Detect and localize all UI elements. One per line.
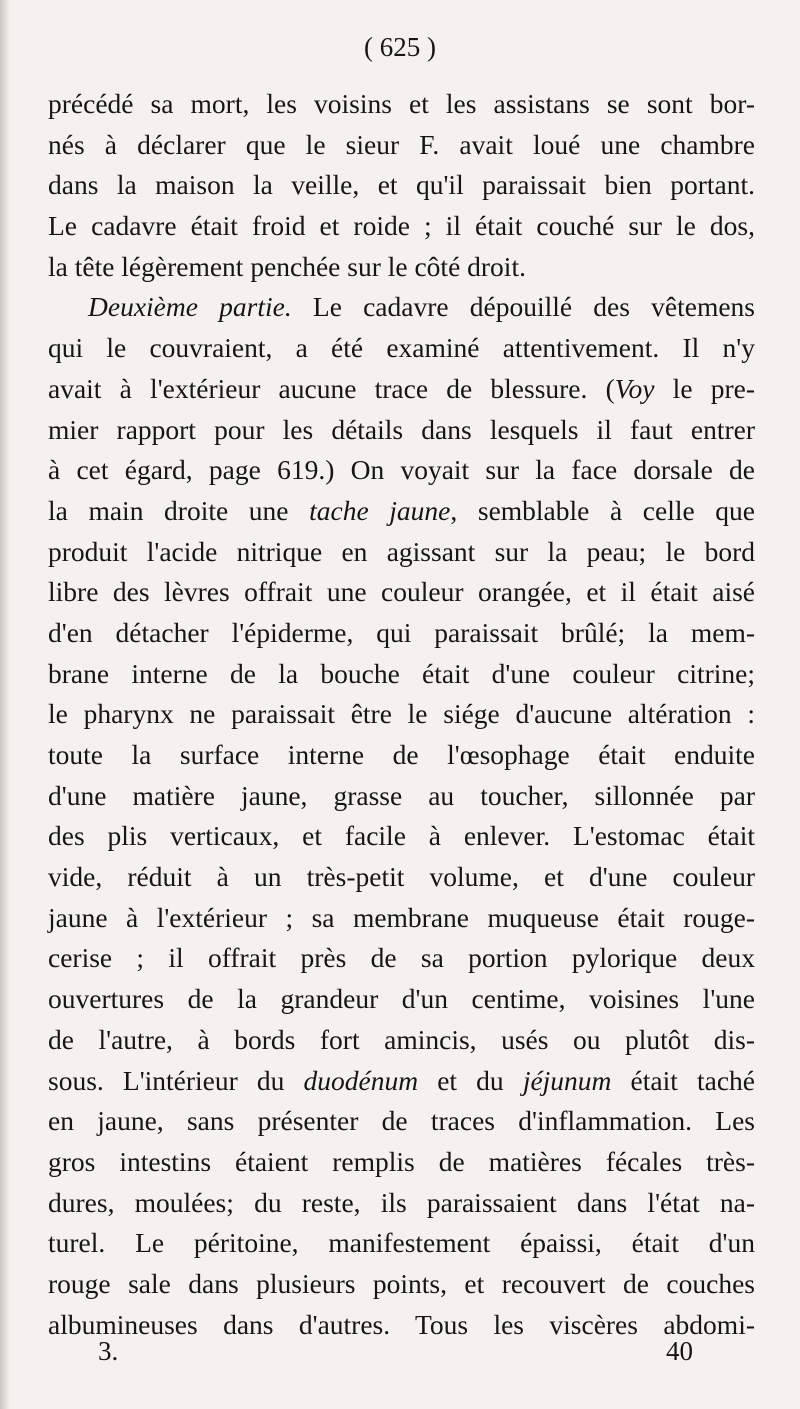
text-line: mier rapport pour les détails dans lesquels il faut entrer bbox=[48, 413, 755, 445]
text-line: avait à l'extérieur aucune trace de blessure. (Voy le pre- bbox=[48, 372, 756, 404]
text-line: d'une matière jaune, grasse au toucher, sillonnée par bbox=[48, 779, 755, 811]
text-line: gros intestins étaient remplis de matières fécales très- bbox=[48, 1145, 755, 1177]
text-line: libre des lèvres offrait une couleur orangée, et il était aisé bbox=[48, 576, 755, 608]
text-line: Deuxième partie. Le cadavre dépouillé des vêtemens bbox=[88, 291, 756, 323]
text-line: la tête légèrement penchée sur le côté droit. bbox=[48, 250, 526, 282]
text-line: cerise ; il offrait près de sa portion pylorique deux bbox=[48, 942, 755, 974]
text-line: précédé sa mort, les voisins et les assistans se sont bor- bbox=[48, 88, 755, 119]
text-line: nés à déclarer que le sieur F. avait loué une chambre bbox=[48, 128, 755, 160]
page-number: ( 625 ) bbox=[364, 32, 436, 62]
body-text bbox=[48, 84, 755, 1345]
text-line: vide, réduit à un très-petit volume, et d'une couleur bbox=[48, 861, 755, 893]
text-line: des plis verticaux, et facile à enlever. L'estomac était bbox=[48, 820, 755, 852]
text-line: ouvertures de la grandeur d'un centime, voisines l'une bbox=[48, 983, 755, 1015]
text-line: de l'autre, à bords fort amincis, usés ou plutôt dis- bbox=[48, 1023, 755, 1055]
text-line: produit l'acide nitrique en agissant sur la peau; le bord bbox=[48, 535, 755, 567]
page-edge-shadow bbox=[0, 0, 10, 1409]
folio-number: 40 bbox=[666, 1336, 693, 1366]
text-line: d'en détacher l'épiderme, qui paraissait brûlé; la mem- bbox=[48, 616, 755, 648]
text-line: dans la maison la veille, et qu'il paraissait bien portant. bbox=[48, 169, 755, 201]
text-line: brane interne de la bouche était d'une couleur citrine; bbox=[48, 657, 755, 689]
text-line: qui le couvraient, a été examiné attentivement. Il n'y bbox=[48, 332, 755, 364]
text-line: le pharynx ne paraissait être le siége d'aucune altération : bbox=[48, 698, 755, 730]
signature-mark: 3. bbox=[98, 1336, 119, 1366]
text-line: turel. Le péritoine, manifestement épaissi, était d'un bbox=[48, 1227, 755, 1259]
text-line: rouge sale dans plusieurs points, et recouvert de couches bbox=[48, 1267, 755, 1299]
text-line: la main droite une tache jaune, semblable à celle que bbox=[48, 494, 755, 526]
text-line: sous. L'intérieur du duodénum et du jéjunum était taché bbox=[48, 1064, 755, 1096]
text-line: en jaune, sans présenter de traces d'inflammation. Les bbox=[48, 1105, 755, 1137]
text-line: Le cadavre était froid et roide ; il était couché sur le dos, bbox=[48, 210, 755, 242]
text-line: toute la surface interne de l'œsophage était enduite bbox=[48, 739, 755, 770]
page-footer bbox=[0, 1336, 800, 1376]
text-line: dures, moulées; du reste, ils paraissaient dans l'état na- bbox=[48, 1186, 755, 1218]
text-line: albumineuses dans d'autres. Tous les viscères abdomi- bbox=[48, 1308, 755, 1340]
text-line: à cet égard, page 619.) On voyait sur la face dorsale de bbox=[48, 454, 755, 486]
text-line: jaune à l'extérieur ; sa membrane muqueuse était rouge- bbox=[48, 901, 755, 933]
